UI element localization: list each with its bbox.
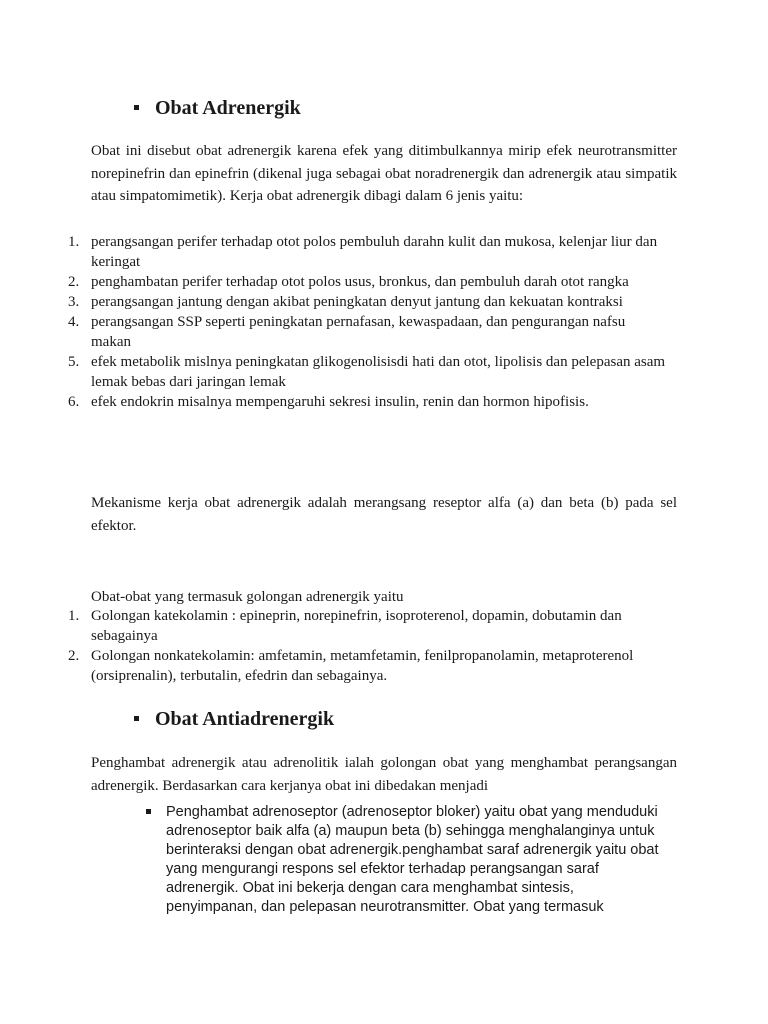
- section-heading-adrenergik: [134, 96, 301, 120]
- list-text: perangsangan SSP seperti peningkatan pernafasan, kewaspadaan, dan pengurangan nafsu makan: [91, 314, 626, 350]
- list-item: [68, 606, 668, 646]
- square-bullet-icon: [146, 809, 151, 814]
- list-item: [68, 392, 668, 412]
- list-item: [68, 352, 668, 392]
- intro-paragraph: Obat ini disebut obat adrenergik karena efek yang ditimbulkannya mirip efek neurotransmitter norepinefrin dan epinefrin (dikenal juga sebagai obat noradrenergik dan adrenergik atau simpatik atau simpatomimetik). Kerja obat adrenergik dibagi dalam 6 jenis yaitu:: [91, 143, 677, 205]
- list-item: [68, 312, 668, 352]
- list-text: Golongan katekolamin : epineprin, norepinefrin, isoproterenol, dopamin, dobutamin dan sebagainya: [91, 608, 622, 644]
- list-number: 3.: [68, 294, 80, 310]
- list-item: [68, 646, 668, 686]
- list-number: 5.: [68, 354, 80, 370]
- bullet-icon: [134, 105, 139, 110]
- list-number: 4.: [68, 314, 80, 330]
- blocker-list: [146, 803, 666, 917]
- list-number: 1.: [68, 234, 80, 250]
- list-item: [68, 272, 668, 292]
- groups-intro: Obat-obat yang termasuk golongan adrenergik yaitu: [91, 589, 404, 605]
- list-text: perangsangan jantung dengan akibat peningkatan denyut jantung dan kekuatan kontraksi: [91, 294, 623, 310]
- list-text: Golongan nonkatekolamin: amfetamin, metamfetamin, fenilpropanolamin, metaproterenol (orsiprenalin), terbutalin, efedrin dan sebagainya.: [91, 648, 634, 684]
- list-number: 2.: [68, 648, 80, 664]
- list-number: 6.: [68, 394, 80, 410]
- list-text: Penghambat adrenoseptor (adrenoseptor bloker) yaitu obat yang menduduki adrenoseptor baik alfa (a) maupun beta (b) sehingga menghalanginya untuk berinteraksi dengan obat adrenergik.penghambat saraf adrenergik yaitu obat yang mengurangi respons sel efektor terhadap perangsangan saraf adrenergik. Obat ini bekerja dengan cara menghambat sintesis, penyimpanan, dan pelepasan neurotransmitter. Obat yang termasuk: [166, 804, 659, 915]
- list-item: [68, 232, 668, 272]
- list-item: [68, 292, 668, 312]
- list-text: perangsangan perifer terhadap otot polos pembuluh darahn kulit dan mukosa, kelenjar liur dan keringat: [91, 234, 658, 270]
- section-heading-antiadrenergik: [134, 707, 334, 731]
- list-text: efek endokrin misalnya mempengaruhi sekresi insulin, renin dan hormon hipofisis.: [91, 394, 589, 410]
- bullet-icon: [134, 716, 139, 721]
- heading-text: Obat Adrenergik: [155, 97, 301, 119]
- effects-list: [68, 232, 668, 412]
- mechanism-paragraph: Mekanisme kerja obat adrenergik adalah merangsang reseptor alfa (a) dan beta (b) pada sel efektor.: [91, 495, 677, 534]
- list-text: penghambatan perifer terhadap otot polos usus, bronkus, dan pembuluh darah otot rangka: [91, 274, 629, 290]
- groups-list: [68, 606, 668, 686]
- heading-text: Obat Antiadrenergik: [155, 708, 335, 730]
- list-number: 2.: [68, 274, 80, 290]
- list-number: 1.: [68, 608, 80, 624]
- antiadrenergik-intro: Penghambat adrenergik atau adrenolitik ialah golongan obat yang menghambat perangsangan adrenergik. Berdasarkan cara kerjanya obat ini dibedakan menjadi: [91, 755, 677, 794]
- list-item: [146, 803, 666, 917]
- list-text: efek metabolik mislnya peningkatan glikogenolisisdi hati dan otot, lipolisis dan pelepasan asam lemak bebas dari jaringan lemak: [91, 354, 666, 390]
